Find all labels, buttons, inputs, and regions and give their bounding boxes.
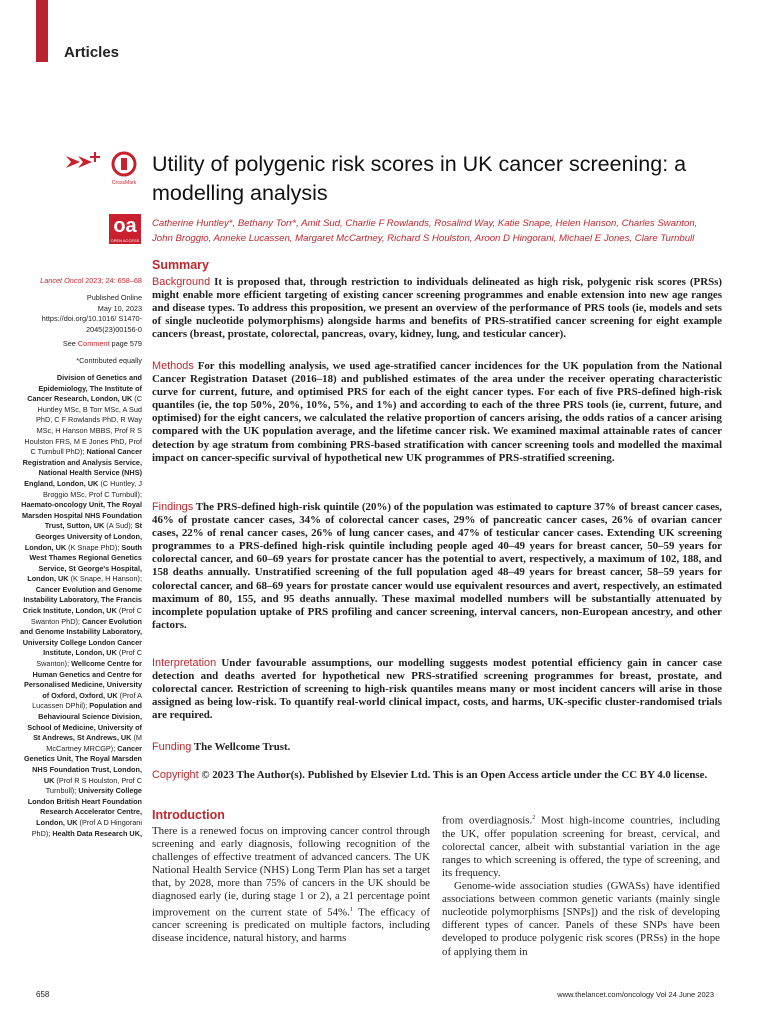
- abstract-background: Background It is proposed that, through restriction to individuals delineated as high risk, polygenic risk scores (PRSs) might enable more efficient targeting of existing cancer screening programmes and enable extension into new age ranges and disease types. To address this proposition, we present an overview of the performance of PRS tools (ie, models and sets of single nucleotide polymorphisms) alongside harms and benefits of PRS-stratified cancer screening for eight example cancers (breast, prostate, colorectal, pancreas, ovary, kidney, lung, and testicular cancer).: [152, 276, 722, 341]
- abstract-methods: Methods For this modelling analysis, we used age-stratified cancer incidences for the UK population from the National Cancer Registration Dataset (2016–18) and published estimates of the area under the receiver operating characteristic curve for current, future, and optimised PRS for each of the eight cancer types. For each of five PRS-defined high-risk quantiles (ie, the top 50%, 20%, 10%, 5%, and 1%) and according to each of the three PRS tools (ie, current, future, and optimised) for the eight cancers, we calculated the relative proportion of cancers arising, the odds ratios of a cancer arising compared with the UK population average, and the lifetime cancer risk. We examined maximal attainable rates of cancer detection by age stratum from combining PRS-based stratification with cancer screening tools and modelled the maximal impact on cancer-specific survival of hypothetical new UK programmes of PRS-stratified screening.: [152, 360, 722, 464]
- affiliation-authors: (C Huntley MSc, B Torr MSc, A Sud PhD, C F Rowlands PhD, R Way MSc, H Hanson MBBS, Prof R S Houlston FRS, M E Jones PhD, Prof C Turnbull PhD);: [24, 394, 142, 457]
- introduction-column-1: [152, 825, 430, 945]
- intro-paragraph-1: There is a renewed focus on improving cancer control through screening and early diagnosis, following recognition of the challenges of effective treatment of advanced cancers. The UK National Health Service (NHS) Long Term Plan has set a target that, by 2028, more than 75% of cancers in the UK should be diagnosed early (ie, during stage 1 or 2), a 21 percentage point improvement on the current state of 54%.$^1$ The efficacy of cancer screening is predicated on multiple factors, including disease incidence, natural history, and harms: [152, 825, 430, 945]
- abstract-copyright: Copyright © 2023 The Author(s). Published by Elsevier Ltd. This is an Open Access article under the CC BY 4.0 license.: [152, 769, 708, 781]
- intro-paragraph-2: Genome-wide association studies (GWASs) have identified associations between common genetic variants (mainly single nucleotide polymorphisms [SNPs]) and the risk of developing different types of cancer. Panels of these SNPs have been developed to produce polygenic risk scores (PRSs) in the hope of applying them in: [442, 880, 720, 958]
- published-online: Published Online: [86, 293, 142, 302]
- section-tag: Articles: [64, 44, 120, 61]
- affiliation-name: Division of Genetics and Epidemiology, The Institute of Cancer Research, London, UK: [27, 373, 142, 404]
- affiliation-name: St Georges University of London, London, UK: [24, 521, 142, 552]
- open-access-label: oa: [113, 215, 137, 237]
- summary-heading: Summary: [152, 258, 209, 272]
- open-access-small-label: OPEN ACCESS: [110, 238, 140, 243]
- introduction-column-2: [442, 812, 720, 959]
- copyright-label: Copyright: [152, 769, 199, 781]
- publication-date: May 10, 2023: [97, 303, 142, 313]
- article-logos: [64, 150, 142, 192]
- abstract-interpretation: Interpretation Under favourable assumptions, our modelling suggests modest potential efficiency gain in cancer case detection and deaths averted for hypothetical new PRS-stratified screening programmes for breast, prostate, and colorectal cancer. Restriction of screening to high-risk quantiles means many or most incident cancers will arise in those assigned as being low-risk. To quantify real-world clinical impact, costs, and harms, UK-specific cluster-randomised trials are required.: [152, 657, 722, 722]
- author-list: Catherine Huntley*, Bethany Torr*, Amit Sud, Charlie F Rowlands, Rosalind Way, Katie Snape, Helen Hanson, Charles Swanton, John Broggio, Anneke Lucassen, Margaret McCartney, Richard S Houlston, Aroon D Hingorani, Michael E Jones, Clare Turnbull: [152, 218, 698, 244]
- citation: [20, 276, 142, 287]
- affiliation-name: Cancer Genetics Unit, The Royal Marsden NHS Foundation Trust, London, UK: [24, 743, 142, 785]
- affiliation-name: Cancer Evolution and Genome Instability Laboratory, University College London Cancer Institute, London, UK: [20, 616, 142, 658]
- citation-volume: 2023; 24: 658–68: [83, 276, 142, 285]
- introduction-heading: Introduction: [152, 808, 225, 822]
- comment-link[interactable]: Comment: [77, 339, 110, 349]
- affiliation-authors: (K Snape PhD);: [66, 542, 122, 552]
- affiliation-name: Wellcome Centre for Human Genetics and Centre for Personalised Medicine, University of Oxford, Oxford, UK: [23, 659, 142, 700]
- background-label: Background: [152, 276, 211, 288]
- citation-journal[interactable]: Lancet Oncol: [40, 276, 84, 285]
- findings-label: Findings: [152, 501, 194, 513]
- affiliation-authors: (A Sud);: [104, 521, 135, 531]
- interpretation-label: Interpretation: [152, 657, 217, 669]
- affiliation-name: Cancer Evolution and Genome Instability Laboratory, The Francis Crick Institute, London, UK: [22, 584, 142, 616]
- affiliation-authors: (Prof R S Houlston, Prof C Turnbull);: [45, 775, 142, 796]
- intro-paragraph-1-continued: from overdiagnosis.$^2$ Most high-income countries, including the UK, offer population screening for breast, cervical, and colorectal cancer, albeit with substantial variation in the age ranges to which screening is offered, the type of screening, and its frequency.: [442, 814, 720, 879]
- abstract-findings: Findings The PRS-defined high-risk quintile (20%) of the population was estimated to capture 37% of breast cancer cases, 46% of prostate cancer cases, 34% of colorectal cancer cases, 29% of pancreatic cancer cases, 26% of ovarian cancer cases, 22% of renal cancer cases, 26% of lung cancer cases, and 47% of testicular cancer cases. Extending UK screening programmes to a PRS-defined high-risk quintile including people aged 40–49 years for breast cancer, 50–59 years for colorectal cancer, and 60–69 years for prostate cancer has the potential to avert, respectively, a maximum of 102, 188, and 158 deaths annually. Unstratified screening of the full population aged 48–49 years for breast cancer, 58–59 years for colorectal cancer, and 68–69 years for prostate cancer would use equivalent resources and avert, respectively, an estimated maximum of 80, 155, and 95 deaths annually. These maximal modelled numbers will be substantially attenuated by incomplete population uptake of PRS profiling and cancer screening, interval cancers, non-European ancestry, and other factors.: [152, 501, 722, 631]
- affiliation-authors: (Prof C Swanton PhD);: [30, 606, 142, 626]
- crossmark-label: CrossMark: [111, 180, 137, 186]
- doi-link[interactable]: https://doi.org/10.1016/ S1470-2045(23)00156-0: [41, 314, 142, 334]
- journal-footer[interactable]: www.thelancet.com/oncology Vol 24 June 2023: [557, 990, 714, 999]
- affiliation-authors: (Prof A Lucassen DPhil);: [32, 690, 142, 711]
- affiliation-name: Haemato-oncology Unit, The Royal Marsden Hospital NHS Foundation Trust, Sutton, UK: [21, 500, 142, 531]
- affiliation-authors: (M McCartney MRCGP);: [46, 733, 142, 753]
- affiliation-name: National Cancer Registration and Analysis Service, National Health Service (NHS) England, London, UK: [22, 447, 142, 488]
- affiliation-authors: (K Snape, H Hanson);: [68, 574, 142, 584]
- methods-label: Methods: [152, 360, 194, 372]
- affiliation-name: South West Thames Regional Genetics Service, St George's Hospital, London, UK: [27, 542, 142, 584]
- affiliation-authors: (C Huntley, J Broggio MSc, Prof C Turnbull);: [43, 478, 142, 499]
- contributed-note: *Contributed equally: [76, 356, 142, 365]
- affiliation-authors: (Prof A D Hingorani PhD);: [31, 817, 142, 838]
- funding-label: Funding: [152, 741, 192, 753]
- affiliation-name: Health Data Research UK,: [52, 828, 142, 838]
- publication-info: [20, 293, 142, 350]
- crossmark-icon[interactable]: [64, 150, 142, 192]
- page-number: 658: [36, 990, 50, 999]
- affiliation-authors: (Prof C Swanton);: [36, 648, 142, 669]
- affiliation-name: University College London British Heart Foundation Research Accelerator Centre, London, UK: [27, 786, 142, 827]
- affiliations: [20, 373, 142, 839]
- red-accent-bar: [36, 0, 48, 62]
- open-access-icon: [109, 214, 141, 244]
- see-comment: See Comment page 579: [62, 339, 142, 349]
- affiliation-name: Population and Behavioural Science Division, School of Medicine, University of St Andrews, St Andrews, UK: [27, 701, 142, 743]
- abstract-funding: Funding The Wellcome Trust.: [152, 741, 291, 753]
- article-title: Utility of polygenic risk scores in UK cancer screening: a modelling analysis: [152, 152, 687, 205]
